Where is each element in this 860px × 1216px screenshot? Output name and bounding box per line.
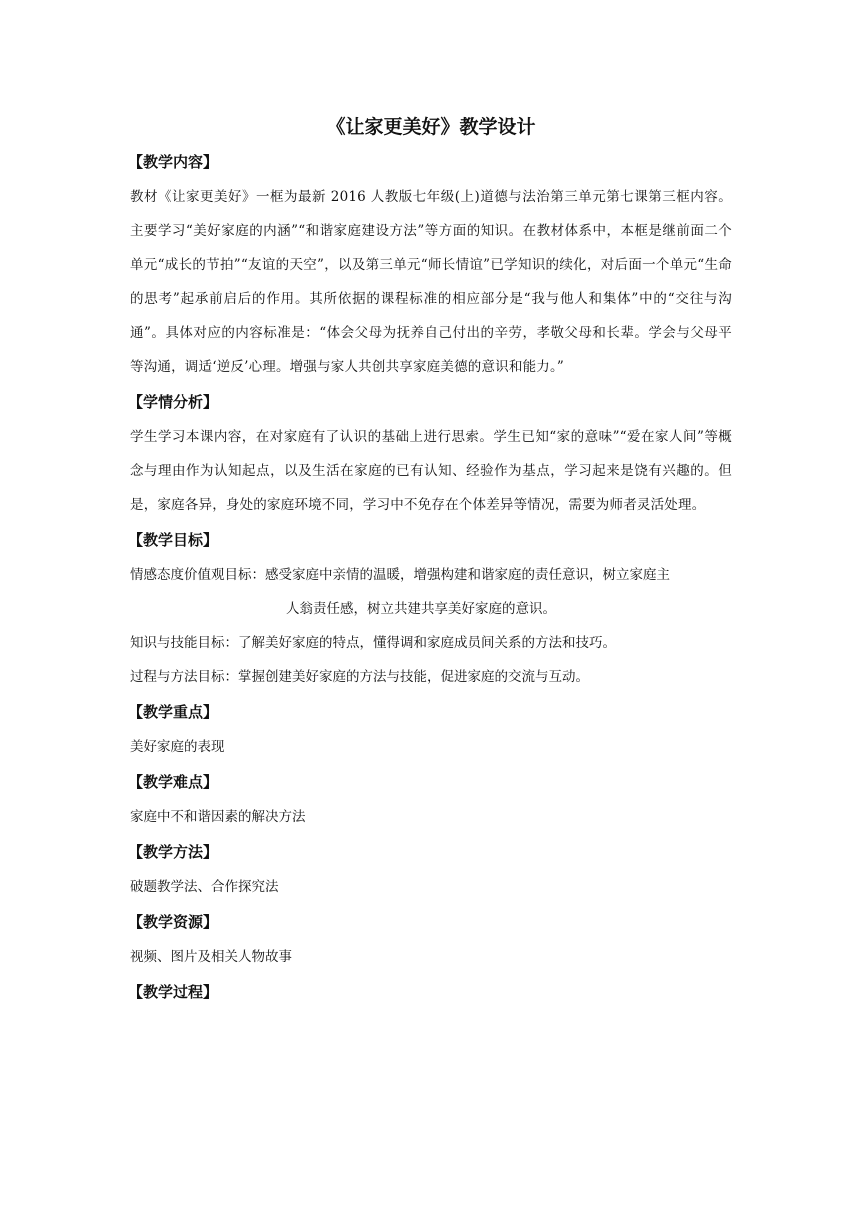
goal-emotion-line2: 人翁责任感，树立共建共享美好家庭的意识。 [286,601,556,617]
section-text-difficulties: 家庭中不和谐因素的解决方法 [130,809,306,825]
goal-knowledge: 知识与技能目标：了解美好家庭的特点，懂得调和家庭成员间关系的方法和技巧。 [130,635,616,651]
section-heading-key-points: 【教学重点】 [128,703,219,721]
section-heading-resources: 【教学资源】 [128,913,219,931]
section-heading-difficulties: 【教学难点】 [128,773,219,791]
section-heading-process: 【教学过程】 [128,983,219,1001]
section-text-key-points: 美好家庭的表现 [130,739,225,755]
goal-emotion-line1: 情感态度价值观目标：感受家庭中亲情的温暖，增强构建和谐家庭的责任意识，树立家庭主 [130,567,670,583]
section-heading-methods: 【教学方法】 [128,843,219,861]
section-heading-analysis: 【学情分析】 [128,393,219,411]
section-text-content: 教材《让家更美好》一框为最新 2016 人教版七年级(上)道德与法治第三单元第七课第三框内容。主要学习“美好家庭的内涵”“和谐家庭建设方法”等方面的知识。在教材体系中，本框是继前面二个单元“成长的节拍”“友谊的天空”，以及第三单元“师长情谊”已学知识的续化，对后面一个单元“生命的思考”起承前启后的作用。其所依据的课程标准的相应部分是“我与他人和集体”中的“交往与沟通”。具体对应的内容标准是：“体会父母为抚养自己付出的辛劳，孝敬父母和长辈。学会与父母平等沟通，调适‘逆反’心理。增强与家人共创共享家庭美德的意识和能力。” [130,189,732,375]
section-text-resources: 视频、图片及相关人物故事 [130,949,292,965]
section-text-analysis: 学生学习本课内容，在对家庭有了认识的基础上进行思索。学生已知“家的意味”“爱在家人间”等概念与理由作为认知起点，以及生活在家庭的已有认知、经验作为基点，学习起来是饶有兴趣的。但是，家庭各异，身处的家庭环境不同，学习中不免存在个体差异等情况，需要为师者灵活处理。 [130,429,732,513]
section-text-methods: 破题教学法、合作探究法 [130,879,279,895]
goal-process: 过程与方法目标：掌握创建美好家庭的方法与技能，促进家庭的交流与互动。 [130,669,589,685]
document-title: 《让家更美好》教学设计 [326,116,536,138]
section-heading-content: 【教学内容】 [128,153,219,171]
section-heading-goals: 【教学目标】 [128,531,219,549]
document-page [130,112,732,1010]
